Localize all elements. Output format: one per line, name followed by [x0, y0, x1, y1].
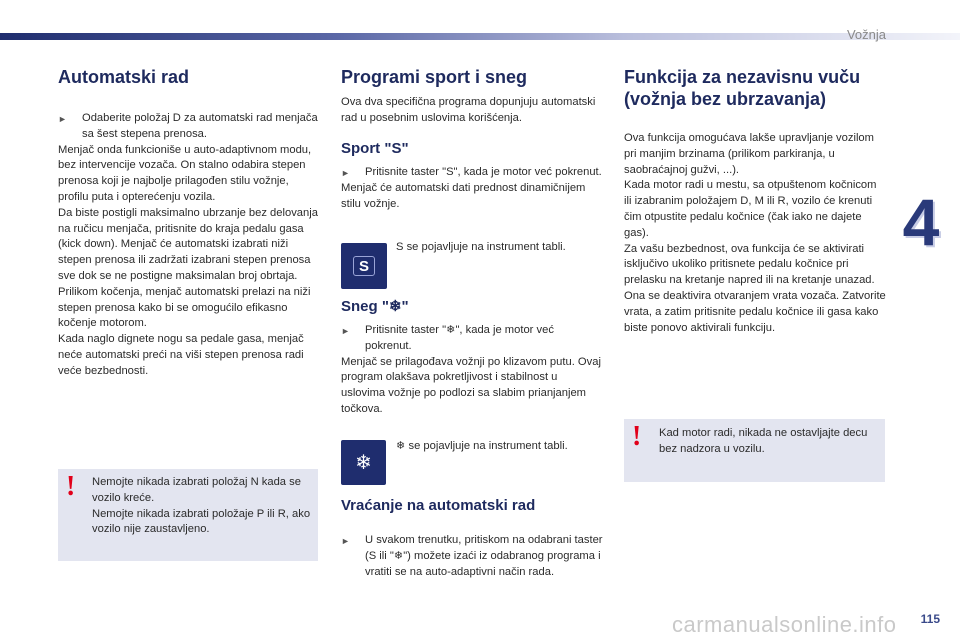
section-heading: Funkcija za nezavisnu vuču [624, 67, 861, 87]
sport-icon-caption: S se pojavljuje na instrument tabli. [396, 241, 566, 253]
pointer-bullet-icon: ► [58, 114, 67, 124]
section-heading: Automatski rad [58, 67, 190, 87]
body-paragraph: Za vašu bezbednost, ova funkcija će se aktivirati isključivo ukoliko pritisnete pedalu kočnice pri prelasku na kretanje napred ili na kretanje unazad. [624, 242, 875, 287]
section-heading: Programi sport i sneg [341, 67, 528, 87]
snowflake-icon: ❄ [341, 440, 386, 485]
section-heading: (vožnja bez ubrzavanja) [624, 89, 827, 109]
sport-heading: Sport "S" [341, 139, 409, 157]
warning-text: Nemojte nikada izabrati položaj N kada se vozilo kreće. [92, 476, 301, 504]
sport-mode-icon: S [341, 243, 387, 289]
snow-icon-caption: ❄ se pojavljuje na instrument tabli. [396, 440, 568, 452]
intro-paragraph: Ova dva specifična programa dopunjuju automatski rad u posebnim uslovima korišćenja. [341, 96, 596, 124]
header-gradient-bar [0, 33, 960, 40]
exclamation-icon: ! [632, 421, 642, 452]
body-paragraph: Menjač se prilagođava vožnji po klizavom putu. Ovaj program olakšava pokretljivost i stabilnost u uslovima vožnje po podlozi sa slabim prianjanjem točkova. [341, 355, 601, 415]
warning-text: Kad motor radi, nikada ne ostavljajte decu bez nadzora u vozilu. [659, 427, 868, 455]
return-heading: Vraćanje na automatski rad [341, 497, 536, 514]
body-paragraph: Menjač onda funkcioniše u auto-adaptivnom modu, bez intervencije vozača. On stalno odabira stepen prenosa koji je najbolje prilagođen stilu vožnje, profilu puta i opterećenju vozila. [58, 143, 312, 203]
body-paragraph: Kada motor radi u mestu, sa otpuštenom kočnicom ili izabranim položajem D, M ili R, vozilo će krenuti čim otpustite pedalu kočnice (čak iako ne dajete gas). [624, 179, 877, 239]
bullet-item [341, 323, 603, 355]
bullet-item [341, 165, 603, 182]
warning-box [58, 469, 318, 561]
body-paragraph: Ona se deaktivira otvaranjem vrata vozača. Zatvorite vrata, a zatim pritisnite pedalu kočnice ili gasa kako biste ponovo aktivirali funkciju. [624, 289, 886, 334]
bullet-text: U svakom trenutku, pritiskom na odabrani taster (S ili "❄") možete izaći iz odabranog programa i vratiti se na auto-adaptivni način rada. [365, 534, 603, 578]
bullet-item [341, 533, 603, 580]
warning-box [624, 419, 885, 482]
body-paragraph: Kada naglo dignete nogu sa pedale gasa, menjač neće automatski preći na viši stepen prenosa radi veće bezbednosti. [58, 333, 304, 377]
warning-text: Nemojte nikada izabrati položaje P ili R, ako vozilo nije zaustavljeno. [92, 507, 311, 536]
watermark: carmanualsonline.info [672, 612, 897, 637]
body-paragraph: Menjač će automatski dati prednost dinamičnijem stilu vožnje. [341, 182, 586, 211]
bullet-item [58, 111, 320, 143]
body-paragraph: Prilikom kočenja, menjač automatski prelazi na niži stepen prenosa kako bi se omogućilo efikasno kočenje motorom. [58, 285, 311, 330]
pointer-bullet-icon: ► [341, 326, 350, 336]
page-number: 115 [920, 612, 940, 626]
body-paragraph: Da biste postigli maksimalno ubrzanje bez delovanja na ručicu menjača, pritisnite do kraja pedalu gasa (kick down). Menjač će automatski izabrati niži stepen prenosa ili zadržati izabrani stepen prenosa sve dok se ne postigne maksimalan broj obrtaja. [58, 206, 318, 282]
pointer-bullet-icon: ► [341, 536, 350, 546]
exclamation-icon: ! [66, 471, 76, 502]
section-title: Vožnja [846, 27, 886, 42]
column-creep-function [624, 66, 886, 336]
chapter-number: 4 [902, 185, 940, 259]
pointer-bullet-icon: ► [341, 167, 350, 178]
bullet-text: Pritisnite taster "S", kada je motor već pokrenut. [365, 165, 602, 178]
bullet-text: Odaberite položaj D za automatski rad menjača sa šest stepena prenosa. [82, 112, 318, 140]
snow-heading: Sneg "❄" [341, 298, 409, 315]
bullet-text: Pritisnite taster "❄", kada je motor već pokrenut. [365, 324, 554, 352]
body-paragraph: Ova funkcija omogućava lakše upravljanje vozilom pri manjim brzinama (prilikom parkiranja, u saobraćajnoj gužvi, ...). [624, 132, 874, 176]
column-automatic-mode [58, 66, 320, 380]
column-sport-snow [341, 66, 603, 213]
